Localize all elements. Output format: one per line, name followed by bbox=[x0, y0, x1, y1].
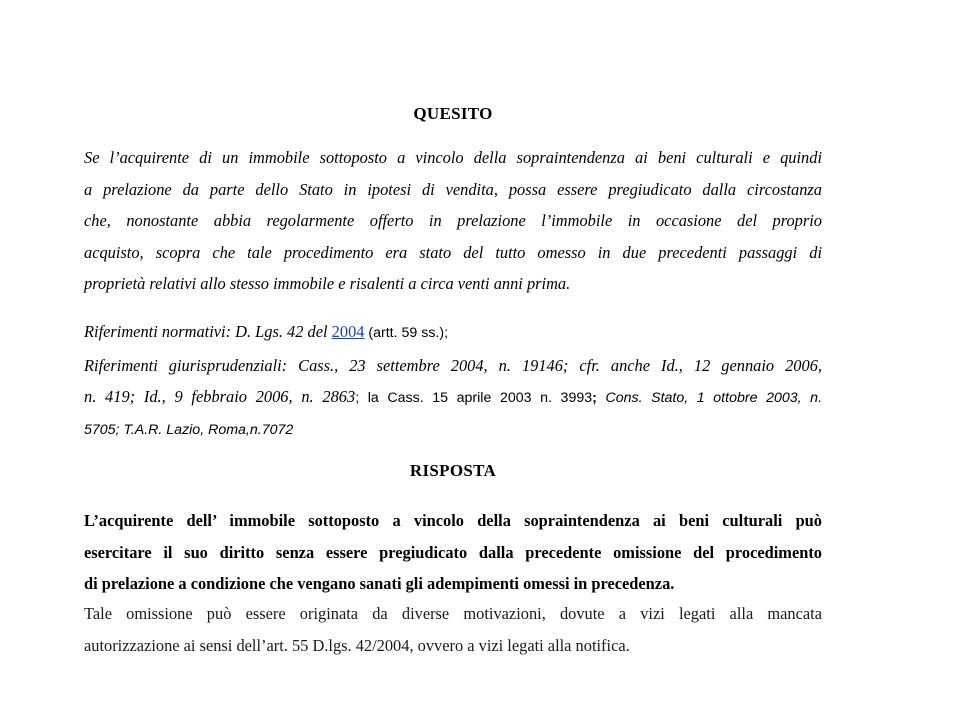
riferimenti-block bbox=[84, 316, 822, 446]
risposta-plain-line: autorizzazione ai sensi dell’art. 55 D.lgs. 42/2004, ovvero a vizi legati alla notifica. bbox=[84, 635, 630, 655]
giuris-line2-part-a: n. 419; Id., 9 febbraio 2006, n. 2863 bbox=[84, 387, 356, 406]
link-2004[interactable]: 2004 bbox=[331, 322, 365, 341]
giuris-line2-part-d: Cons. Stato, 1 ottobre 2003, n. bbox=[596, 390, 823, 406]
riferimenti-normativi-text: Riferimenti normativi: D. Lgs. 42 del bbox=[84, 322, 332, 341]
quesito-line: acquisto, scopra che tale procedimento era stato del tutto omesso in due precedenti passaggi di bbox=[84, 242, 822, 262]
giuris-line2-part-c: ; bbox=[592, 390, 597, 406]
quesito-line: Se l’acquirente di un immobile sottoposto a vincolo della sopraintendenza ai beni culturali e quindi bbox=[84, 148, 822, 167]
quesito-line: proprietà relativi allo stesso immobile e risalenti a circa venti anni prima. bbox=[84, 274, 571, 293]
riferimenti-giurisprudenziali-line1: Riferimenti giurisprudenziali: Cass., 23 settembre 2004, n. 19146; cfr. anche Id., 12 gennaio 2006, bbox=[84, 355, 822, 375]
quesito-heading: QUESITO bbox=[413, 104, 493, 123]
risposta-bold-paragraph bbox=[84, 505, 822, 600]
risposta-plain-paragraph bbox=[84, 598, 822, 661]
quesito-paragraph bbox=[84, 142, 822, 300]
quesito-line: che, nonostante abbia regolarmente offerto in prelazione l’immobile in occasione del proprio bbox=[84, 211, 822, 230]
riferimenti-giurisprudenziali-line2 bbox=[84, 381, 822, 415]
risposta-bold-line: di prelazione a condizione che vengano sanati gli adempimenti omessi in precedenza. bbox=[84, 574, 675, 593]
riferimenti-giurisprudenziali-line3: 5705; T.A.R. Lazio, Roma,n.7072 bbox=[84, 421, 294, 438]
giuris-line2-part-b: ; la Cass. 15 aprile 2003 n. 3993 bbox=[355, 390, 593, 406]
riferimenti-normativi-artt: (artt. 59 ss.); bbox=[364, 325, 449, 341]
risposta-plain-line: Tale omissione può essere originata da diverse motivazioni, dovute a vizi legati alla mancata bbox=[84, 604, 822, 623]
riferimenti-normativi bbox=[84, 316, 822, 350]
risposta-heading: RISPOSTA bbox=[409, 461, 497, 480]
risposta-bold-line: esercitare il suo diritto senza essere pregiudicato dalla precedente omissione del procedimento bbox=[84, 542, 822, 562]
risposta-bold-line: L’acquirente dell’ immobile sottoposto a vincolo della sopraintendenza ai beni culturali può bbox=[84, 511, 822, 530]
quesito-line: a prelazione da parte dello Stato in ipotesi di vendita, possa essere pregiudicato dalla circostanza bbox=[84, 179, 822, 199]
